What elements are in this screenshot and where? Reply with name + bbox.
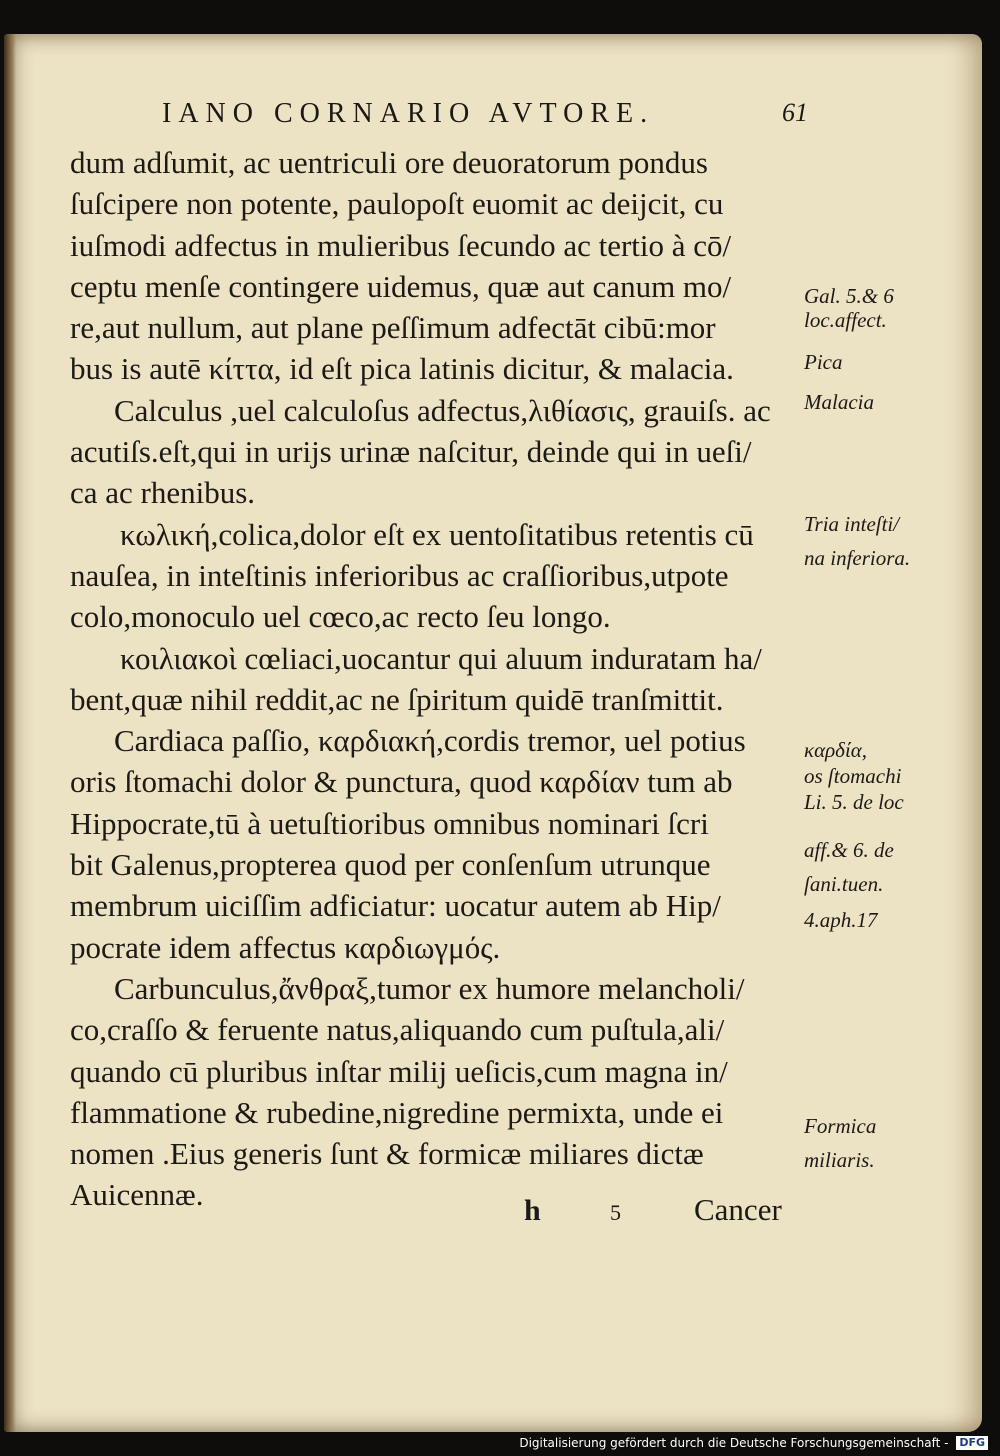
signature-mark: h	[524, 1194, 541, 1227]
text-line: pocrate idem affectus καρδιωγμός.	[70, 929, 501, 965]
margin-note: aff.& 6. de	[804, 838, 894, 862]
text-line: ca ac rhenibus.	[70, 475, 256, 511]
book-page	[4, 34, 982, 1432]
text-line: bit Galenus,propterea quod per conſenſum utrunque	[70, 847, 711, 883]
margin-note: Pica	[804, 350, 843, 374]
margin-note: loc.affect.	[804, 308, 887, 332]
text-line: quando cū pluribus inſtar milij ueſicis,cum magna in/	[70, 1053, 728, 1089]
text-line: κωλική,colica,dolor eſt ex uentoſitatibus retentis cū	[120, 516, 754, 552]
text-line: Calculus ,uel calculoſus adfectus,λιθίασις, grauiſs. ac	[114, 392, 771, 428]
page-number: 61	[782, 98, 808, 127]
margin-note: Gal. 5.& 6	[804, 284, 894, 308]
catchword: Cancer	[694, 1192, 782, 1227]
margin-note: Li. 5. de loc	[804, 790, 904, 814]
margin-note: os ſtomachi	[804, 764, 902, 788]
text-line: Carbunculus,ἄνθραξ,tumor ex humore melancholi/	[114, 970, 745, 1006]
margin-note: Formica	[804, 1114, 877, 1138]
text-line: flammatione & rubedine,nigredine permixta, unde ei	[70, 1094, 724, 1130]
text-line: re,aut nullum, aut plane peſſimum adfectāt cibū:mor	[70, 310, 716, 346]
text-line: iuſmodi adfectus in mulieribus ſecundo ac tertio à cō/	[70, 227, 732, 263]
text-line: co,craſſo & feruente natus,aliquando cum puſtula,ali/	[70, 1012, 725, 1048]
text-line: bent,quæ nihil reddit,ac ne ſpiritum quidē tranſmittit.	[70, 681, 724, 717]
margin-note: miliaris.	[804, 1148, 875, 1172]
margin-note: Malacia	[804, 390, 874, 414]
text-line: Cardiaca paſſio, καρδιακή,cordis tremor, uel potius	[114, 723, 746, 759]
running-title: IANO CORNARIO AVTORE.	[162, 98, 655, 129]
text-line: κοιλιακοὶ cœliaci,uocantur qui aluum induratam ha/	[120, 640, 762, 676]
text-line: colo,monoculo uel cœco,ac recto ſeu longo.	[70, 599, 611, 635]
margin-note: 4.aph.17	[804, 908, 878, 932]
digitization-credit	[519, 1436, 988, 1451]
text-line: ſuſcipere non potente, paulopoſt euomit ac deijcit, cu	[70, 186, 724, 222]
margin-note: καρδία,	[804, 738, 868, 762]
text-line: oris ſtomachi dolor & punctura, quod καρδίαν tum ab	[70, 764, 733, 800]
text-line: nauſea, in inteſtinis inferioribus ac craſſioribus,utpote	[70, 557, 729, 593]
text-line: Auicennæ.	[70, 1177, 204, 1213]
text-line: acutiſs.eſt,qui in urijs urinæ naſcitur, deinde qui in ueſi/	[70, 434, 752, 470]
text-line: bus is autē κίττα, id eſt pica latinis dicitur, & malacia.	[70, 351, 734, 387]
text-line: nomen .Eius generis ſunt & formicæ miliares dictæ	[70, 1136, 704, 1172]
signature-number: 5	[610, 1200, 621, 1225]
dfg-logo[interactable]: DFG	[956, 1436, 988, 1450]
body-text	[70, 142, 805, 1216]
margin-note: na inferiora.	[804, 546, 911, 570]
text-line: Hippocrate,tū à uetuſtioribus omnibus nominari ſcri	[70, 805, 709, 841]
margin-note: ſani.tuen.	[804, 872, 884, 896]
credit-text: Digitalisierung gefördert durch die Deutsche Forschungsgemeinschaft -	[519, 1435, 949, 1450]
margin-note: Tria inteſti/	[804, 512, 900, 536]
text-line: dum adſumit, ac uentriculi ore deuoratorum pondus	[70, 145, 708, 180]
text-line: ceptu menſe contingere uidemus, quæ aut canum mo/	[70, 268, 732, 304]
text-line: membrum uiciſſim adficiatur: uocatur autem ab Hip/	[70, 888, 721, 924]
binding-edge	[4, 34, 16, 1432]
